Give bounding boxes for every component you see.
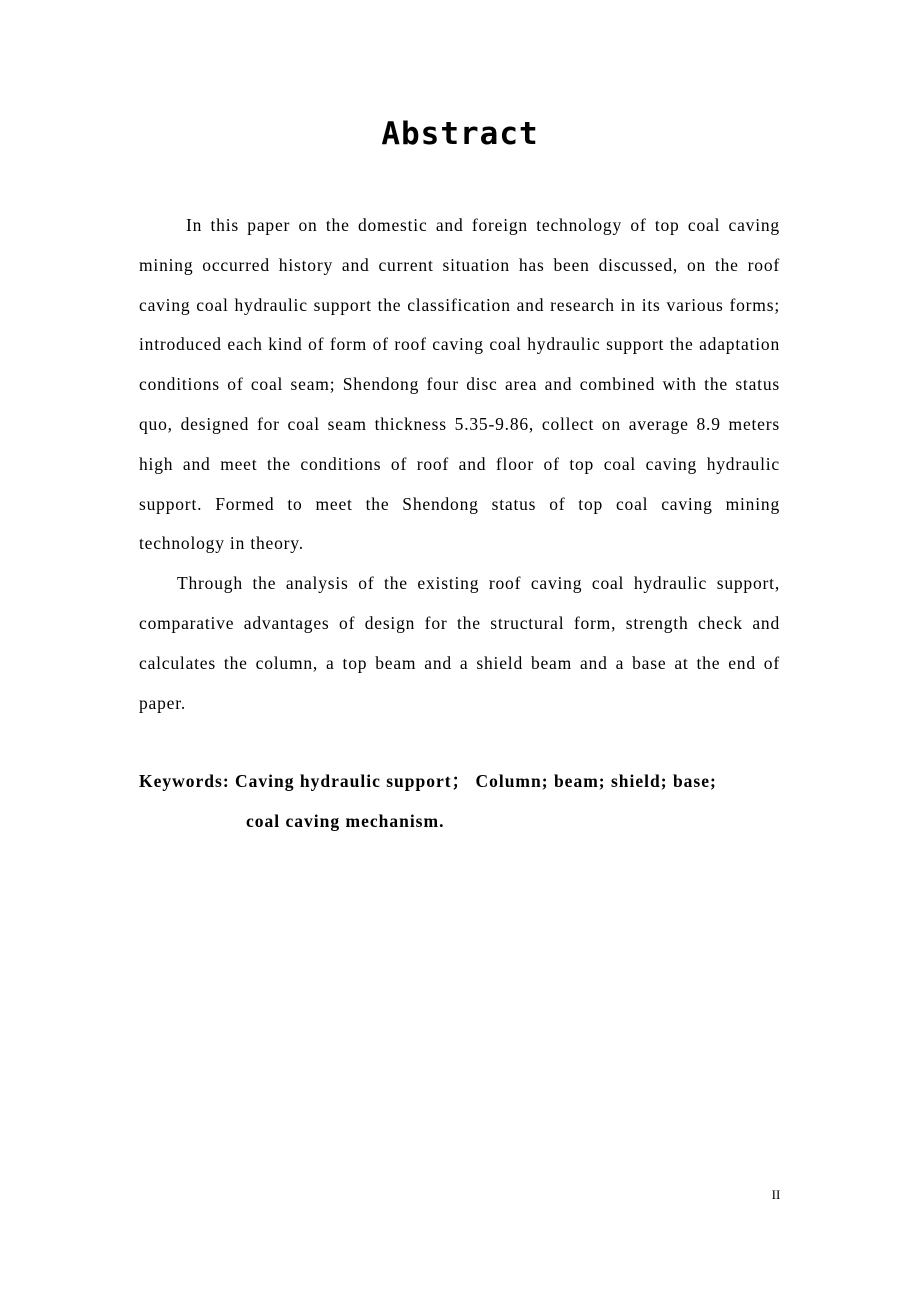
- abstract-body: [139, 206, 780, 723]
- page-number: II: [771, 1187, 781, 1202]
- keywords-line-1: Keywords: Caving hydraulic support； Column; beam; shield; base;: [139, 771, 717, 791]
- keywords-block: [139, 762, 799, 842]
- abstract-paragraph-2: Through the analysis of the existing roof caving coal hydraulic support, comparative advantages of design for the structural form, strength check and calculates the column, a top beam and a shield beam and a base at the end of paper.: [139, 573, 780, 713]
- abstract-paragraph-1: In this paper on the domestic and foreign technology of top coal caving mining occurred history and current situation has been discussed, on the roof caving coal hydraulic support the classification and research in its various forms; introduced each kind of form of roof caving coal hydraulic support the adaptation conditions of coal seam; Shendong four disc area and combined with the status quo, designed for coal seam thickness 5.35-9.86, collect on average 8.9 meters high and meet the conditions of roof and floor of top coal caving hydraulic support. Formed to meet the Shendong status of top coal caving mining technology in theory.: [139, 215, 780, 554]
- keywords-line-2: coal caving mechanism.: [246, 810, 445, 831]
- abstract-title: Abstract: [381, 116, 539, 152]
